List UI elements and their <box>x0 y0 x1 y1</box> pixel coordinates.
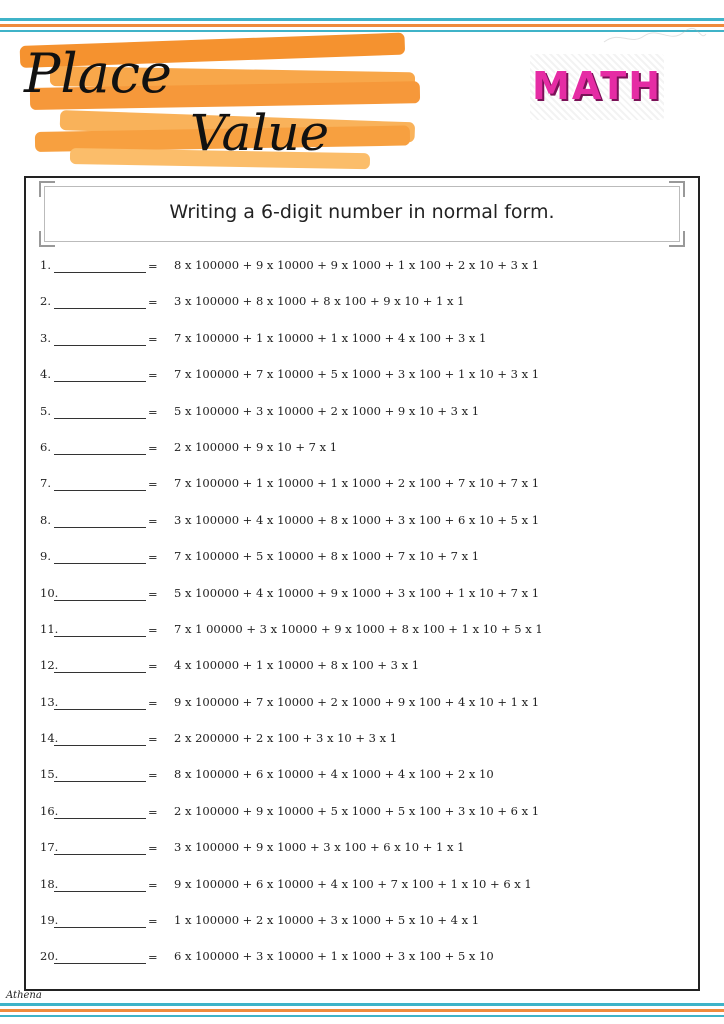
answer-blank[interactable] <box>54 854 146 855</box>
equals-sign: = <box>148 440 158 455</box>
equals-sign: = <box>148 695 158 710</box>
equals-sign: = <box>148 768 158 783</box>
problem-list <box>40 258 690 986</box>
problem-number: 6. <box>40 439 51 454</box>
problem-number: 13. <box>40 694 59 709</box>
corner-ornament <box>669 231 685 247</box>
expanded-form-expression: 3 x 100000 + 4 x 10000 + 8 x 1000 + 3 x 100 + 6 x 10 + 5 x 1 <box>174 512 540 527</box>
title-word-place: Place <box>24 42 172 105</box>
author-signature: Athena <box>6 990 42 1001</box>
equals-sign: = <box>148 586 158 601</box>
equals-sign: = <box>148 550 158 565</box>
answer-blank[interactable] <box>54 927 146 928</box>
problem-number: 18. <box>40 876 59 891</box>
problem-row <box>40 331 690 367</box>
problem-number: 14. <box>40 731 59 746</box>
expanded-form-expression: 8 x 100000 + 9 x 10000 + 9 x 1000 + 1 x 100 + 2 x 10 + 3 x 1 <box>174 258 540 272</box>
answer-blank[interactable] <box>54 454 146 455</box>
problem-number: 20. <box>40 949 59 964</box>
equals-sign: = <box>148 622 158 637</box>
bottom-teal-stripe <box>0 1003 724 1006</box>
equals-sign: = <box>148 295 158 310</box>
problem-number: 19. <box>40 913 59 928</box>
problem-row <box>40 877 690 913</box>
title-word-value: Value <box>190 104 330 162</box>
equals-sign: = <box>148 950 158 965</box>
expanded-form-expression: 8 x 100000 + 6 x 10000 + 4 x 1000 + 4 x 100 + 2 x 10 <box>174 767 494 782</box>
equals-sign: = <box>148 877 158 892</box>
corner-ornament <box>669 181 685 197</box>
problem-row <box>40 804 690 840</box>
problem-number: 4. <box>40 367 51 382</box>
answer-blank[interactable] <box>54 891 146 892</box>
faint-signature-mark <box>600 26 710 50</box>
problem-number: 9. <box>40 549 51 564</box>
equals-sign: = <box>148 331 158 346</box>
heading-box <box>44 186 680 242</box>
expanded-form-expression: 2 x 100000 + 9 x 10 + 7 x 1 <box>174 439 338 454</box>
math-logo <box>530 54 664 120</box>
answer-blank[interactable] <box>54 308 146 309</box>
problem-number: 17. <box>40 840 59 855</box>
expanded-form-expression: 5 x 100000 + 3 x 10000 + 2 x 1000 + 9 x 10 + 3 x 1 <box>174 403 480 418</box>
problem-row <box>40 695 690 731</box>
answer-blank[interactable] <box>54 963 146 964</box>
answer-blank[interactable] <box>54 563 146 564</box>
equals-sign: = <box>148 804 158 819</box>
expanded-form-expression: 1 x 100000 + 2 x 10000 + 3 x 1000 + 5 x 10 + 4 x 1 <box>174 913 480 928</box>
equals-sign: = <box>148 477 158 492</box>
expanded-form-expression: 9 x 100000 + 7 x 10000 + 2 x 1000 + 9 x 100 + 4 x 10 + 1 x 1 <box>174 694 540 709</box>
answer-blank[interactable] <box>54 709 146 710</box>
equals-sign: = <box>148 404 158 419</box>
expanded-form-expression: 3 x 100000 + 8 x 1000 + 8 x 100 + 9 x 10 + 1 x 1 <box>174 294 465 309</box>
equals-sign: = <box>148 841 158 856</box>
corner-ornament <box>39 231 55 247</box>
expanded-form-expression: 6 x 100000 + 3 x 10000 + 1 x 1000 + 3 x 100 + 5 x 10 <box>174 949 494 964</box>
expanded-form-expression: 7 x 100000 + 1 x 10000 + 1 x 1000 + 2 x 100 + 7 x 10 + 7 x 1 <box>174 476 540 491</box>
answer-blank[interactable] <box>54 381 146 382</box>
expanded-form-expression: 9 x 100000 + 6 x 10000 + 4 x 100 + 7 x 100 + 1 x 10 + 6 x 1 <box>174 876 532 891</box>
expanded-form-expression: 2 x 200000 + 2 x 100 + 3 x 10 + 3 x 1 <box>174 731 398 746</box>
equals-sign: = <box>148 368 158 383</box>
problem-row <box>40 549 690 585</box>
problem-row <box>40 586 690 622</box>
answer-blank[interactable] <box>54 527 146 528</box>
answer-blank[interactable] <box>54 345 146 346</box>
bottom-orange-stripe <box>0 1009 724 1012</box>
worksheet-frame <box>24 176 700 991</box>
answer-blank[interactable] <box>54 490 146 491</box>
problem-row <box>40 840 690 876</box>
answer-blank[interactable] <box>54 818 146 819</box>
problem-number: 10. <box>40 585 59 600</box>
equals-sign: = <box>148 513 158 528</box>
equals-sign: = <box>148 732 158 747</box>
top-teal-stripe <box>0 18 724 21</box>
expanded-form-expression: 4 x 100000 + 1 x 10000 + 8 x 100 + 3 x 1 <box>174 658 420 673</box>
equals-sign: = <box>148 914 158 929</box>
answer-blank[interactable] <box>54 781 146 782</box>
problem-row <box>40 949 690 985</box>
problem-row <box>40 731 690 767</box>
problem-row <box>40 294 690 330</box>
problem-number: 11. <box>40 621 59 636</box>
equals-sign: = <box>148 259 158 273</box>
problem-number: 2. <box>40 294 51 309</box>
problem-row <box>40 367 690 403</box>
answer-blank[interactable] <box>54 636 146 637</box>
math-logo-text: MATH <box>532 64 662 108</box>
problem-row <box>40 440 690 476</box>
answer-blank[interactable] <box>54 272 146 273</box>
problem-number: 16. <box>40 803 59 818</box>
problem-row <box>40 622 690 658</box>
problem-row <box>40 913 690 949</box>
expanded-form-expression: 7 x 100000 + 1 x 10000 + 1 x 1000 + 4 x 100 + 3 x 1 <box>174 330 487 345</box>
expanded-form-expression: 3 x 100000 + 9 x 1000 + 3 x 100 + 6 x 10 + 1 x 1 <box>174 840 465 855</box>
title-banner <box>20 38 420 178</box>
answer-blank[interactable] <box>54 418 146 419</box>
problem-number: 5. <box>40 403 51 418</box>
problem-row <box>40 513 690 549</box>
worksheet-heading: Writing a 6-digit number in normal form. <box>169 201 555 223</box>
problem-row <box>40 658 690 694</box>
answer-blank[interactable] <box>54 745 146 746</box>
problem-row <box>40 476 690 512</box>
problem-number: 8. <box>40 512 51 527</box>
expanded-form-expression: 2 x 100000 + 9 x 10000 + 5 x 1000 + 5 x 100 + 3 x 10 + 6 x 1 <box>174 803 540 818</box>
problem-number: 1. <box>40 258 51 272</box>
expanded-form-expression: 7 x 100000 + 7 x 10000 + 5 x 1000 + 3 x 100 + 1 x 10 + 3 x 1 <box>174 367 540 382</box>
bottom-teal-stripe-2 <box>0 1015 724 1017</box>
corner-ornament <box>39 181 55 197</box>
expanded-form-expression: 5 x 100000 + 4 x 10000 + 9 x 1000 + 3 x 100 + 1 x 10 + 7 x 1 <box>174 585 540 600</box>
answer-blank[interactable] <box>54 672 146 673</box>
equals-sign: = <box>148 659 158 674</box>
problem-number: 7. <box>40 476 51 491</box>
problem-row <box>40 404 690 440</box>
problem-number: 15. <box>40 767 59 782</box>
problem-row <box>40 258 690 294</box>
problem-number: 12. <box>40 658 59 673</box>
answer-blank[interactable] <box>54 600 146 601</box>
expanded-form-expression: 7 x 1 00000 + 3 x 10000 + 9 x 1000 + 8 x 100 + 1 x 10 + 5 x 1 <box>174 621 543 636</box>
problem-row <box>40 767 690 803</box>
expanded-form-expression: 7 x 100000 + 5 x 10000 + 8 x 1000 + 7 x 10 + 7 x 1 <box>174 549 480 564</box>
problem-number: 3. <box>40 330 51 345</box>
